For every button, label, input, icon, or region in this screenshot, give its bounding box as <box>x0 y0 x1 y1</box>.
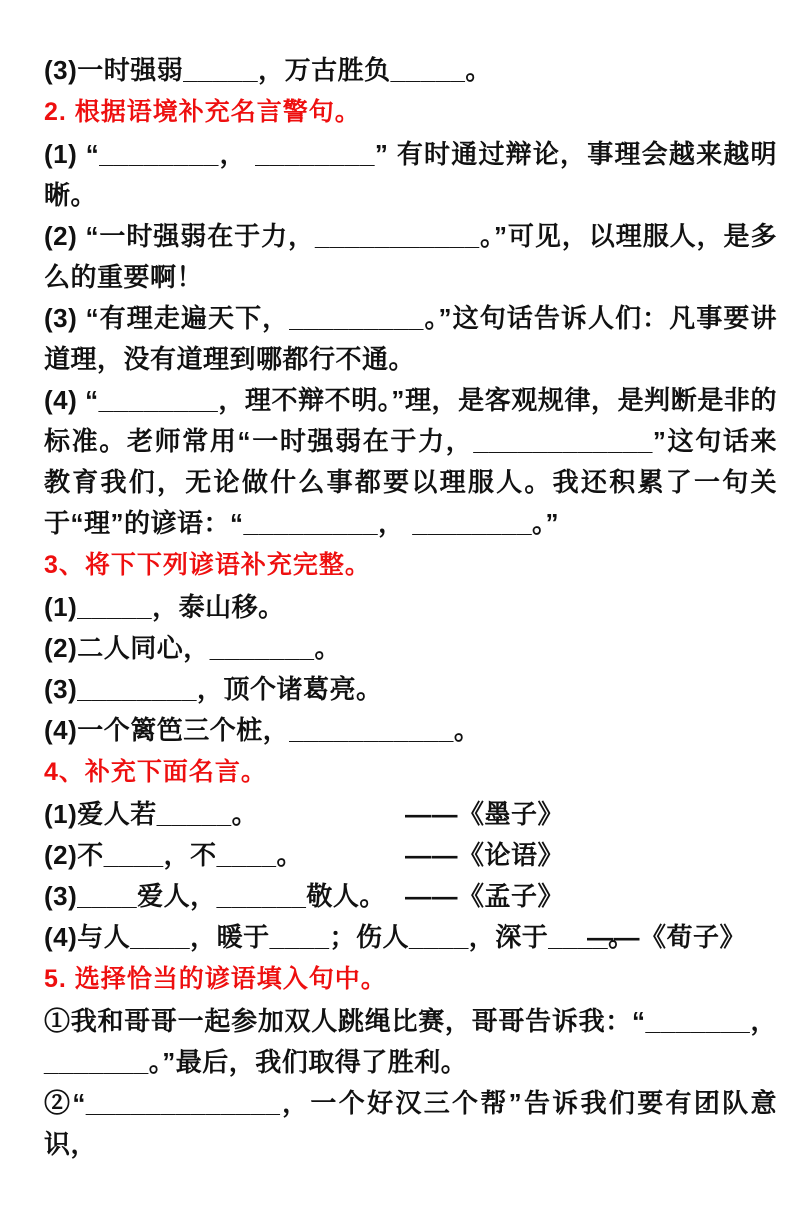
quote-source: ——《论语》 <box>405 840 565 870</box>
famous-quote-text: (1)爱人若_____。 <box>44 799 259 829</box>
exercise-item-5-2: ②“_____________，一个好汉三个帮”告诉我们要有团队意识， <box>44 1088 777 1159</box>
famous-quote-text: (4)与人____，暖于____；伤人____，深于____。 <box>44 922 635 952</box>
exercise-item-5-1: ①我和哥哥一起参加双人跳绳比赛，哥哥告诉我：“_______， _______。”最后，我们取得了胜利。 <box>44 1006 777 1077</box>
quote-source: ——《墨子》 <box>405 799 565 829</box>
famous-quote-text: (3)____爱人，______敬人。 <box>44 881 386 911</box>
exercise-item-4-3 <box>44 876 777 917</box>
exercise-item-4-4 <box>44 917 777 958</box>
exercise-item-4-1 <box>44 794 777 835</box>
exercise-item-2-3: (3) “有理走遍天下，_________。”这句话告诉人们：凡事要讲道理，没有道理到哪都行不通。 <box>44 303 777 374</box>
exercise-item-2-4: (4) “________，理不辩不明。”理，是客观规律，是判断是非的标准。老师常用“一时强弱在于力，____________”这句话来教育我们，无论做什么事都要以理服人。我还积累了一句关于“理”的谚语：“_________， ________。” <box>44 385 777 538</box>
worksheet-page <box>44 50 777 1165</box>
exercise-item-3-4: (4)一个篱笆三个桩，___________。 <box>44 715 481 745</box>
exercise-item-1-3: (3)一时强弱_____，万古胜负_____。 <box>44 55 492 85</box>
quote-source: ——《荀子》 <box>587 922 747 952</box>
exercise-item-3-3: (3)________，顶个诸葛亮。 <box>44 674 383 704</box>
section-heading-2: 2. 根据语境补充名言警句。 <box>44 98 361 126</box>
section-heading-3: 3、将下下列谚语补充完整。 <box>44 551 371 579</box>
quote-source: ——《孟子》 <box>405 881 565 911</box>
exercise-item-2-1: (1) “________， ________” 有时通过辩论，事理会越来越明晰。 <box>44 139 777 210</box>
section-heading-5: 5. 选择恰当的谚语填入句中。 <box>44 965 387 993</box>
exercise-item-3-2: (2)二人同心，_______。 <box>44 633 341 663</box>
exercise-item-3-1: (1)_____，泰山移。 <box>44 592 285 622</box>
famous-quote-text: (2)不____，不____。 <box>44 840 303 870</box>
exercise-item-4-2 <box>44 835 777 876</box>
exercise-item-2-2: (2) “一时强弱在于力，___________。”可见，以理服人，是多么的重要啊！ <box>44 221 777 292</box>
section-heading-4: 4、补充下面名言。 <box>44 758 267 786</box>
